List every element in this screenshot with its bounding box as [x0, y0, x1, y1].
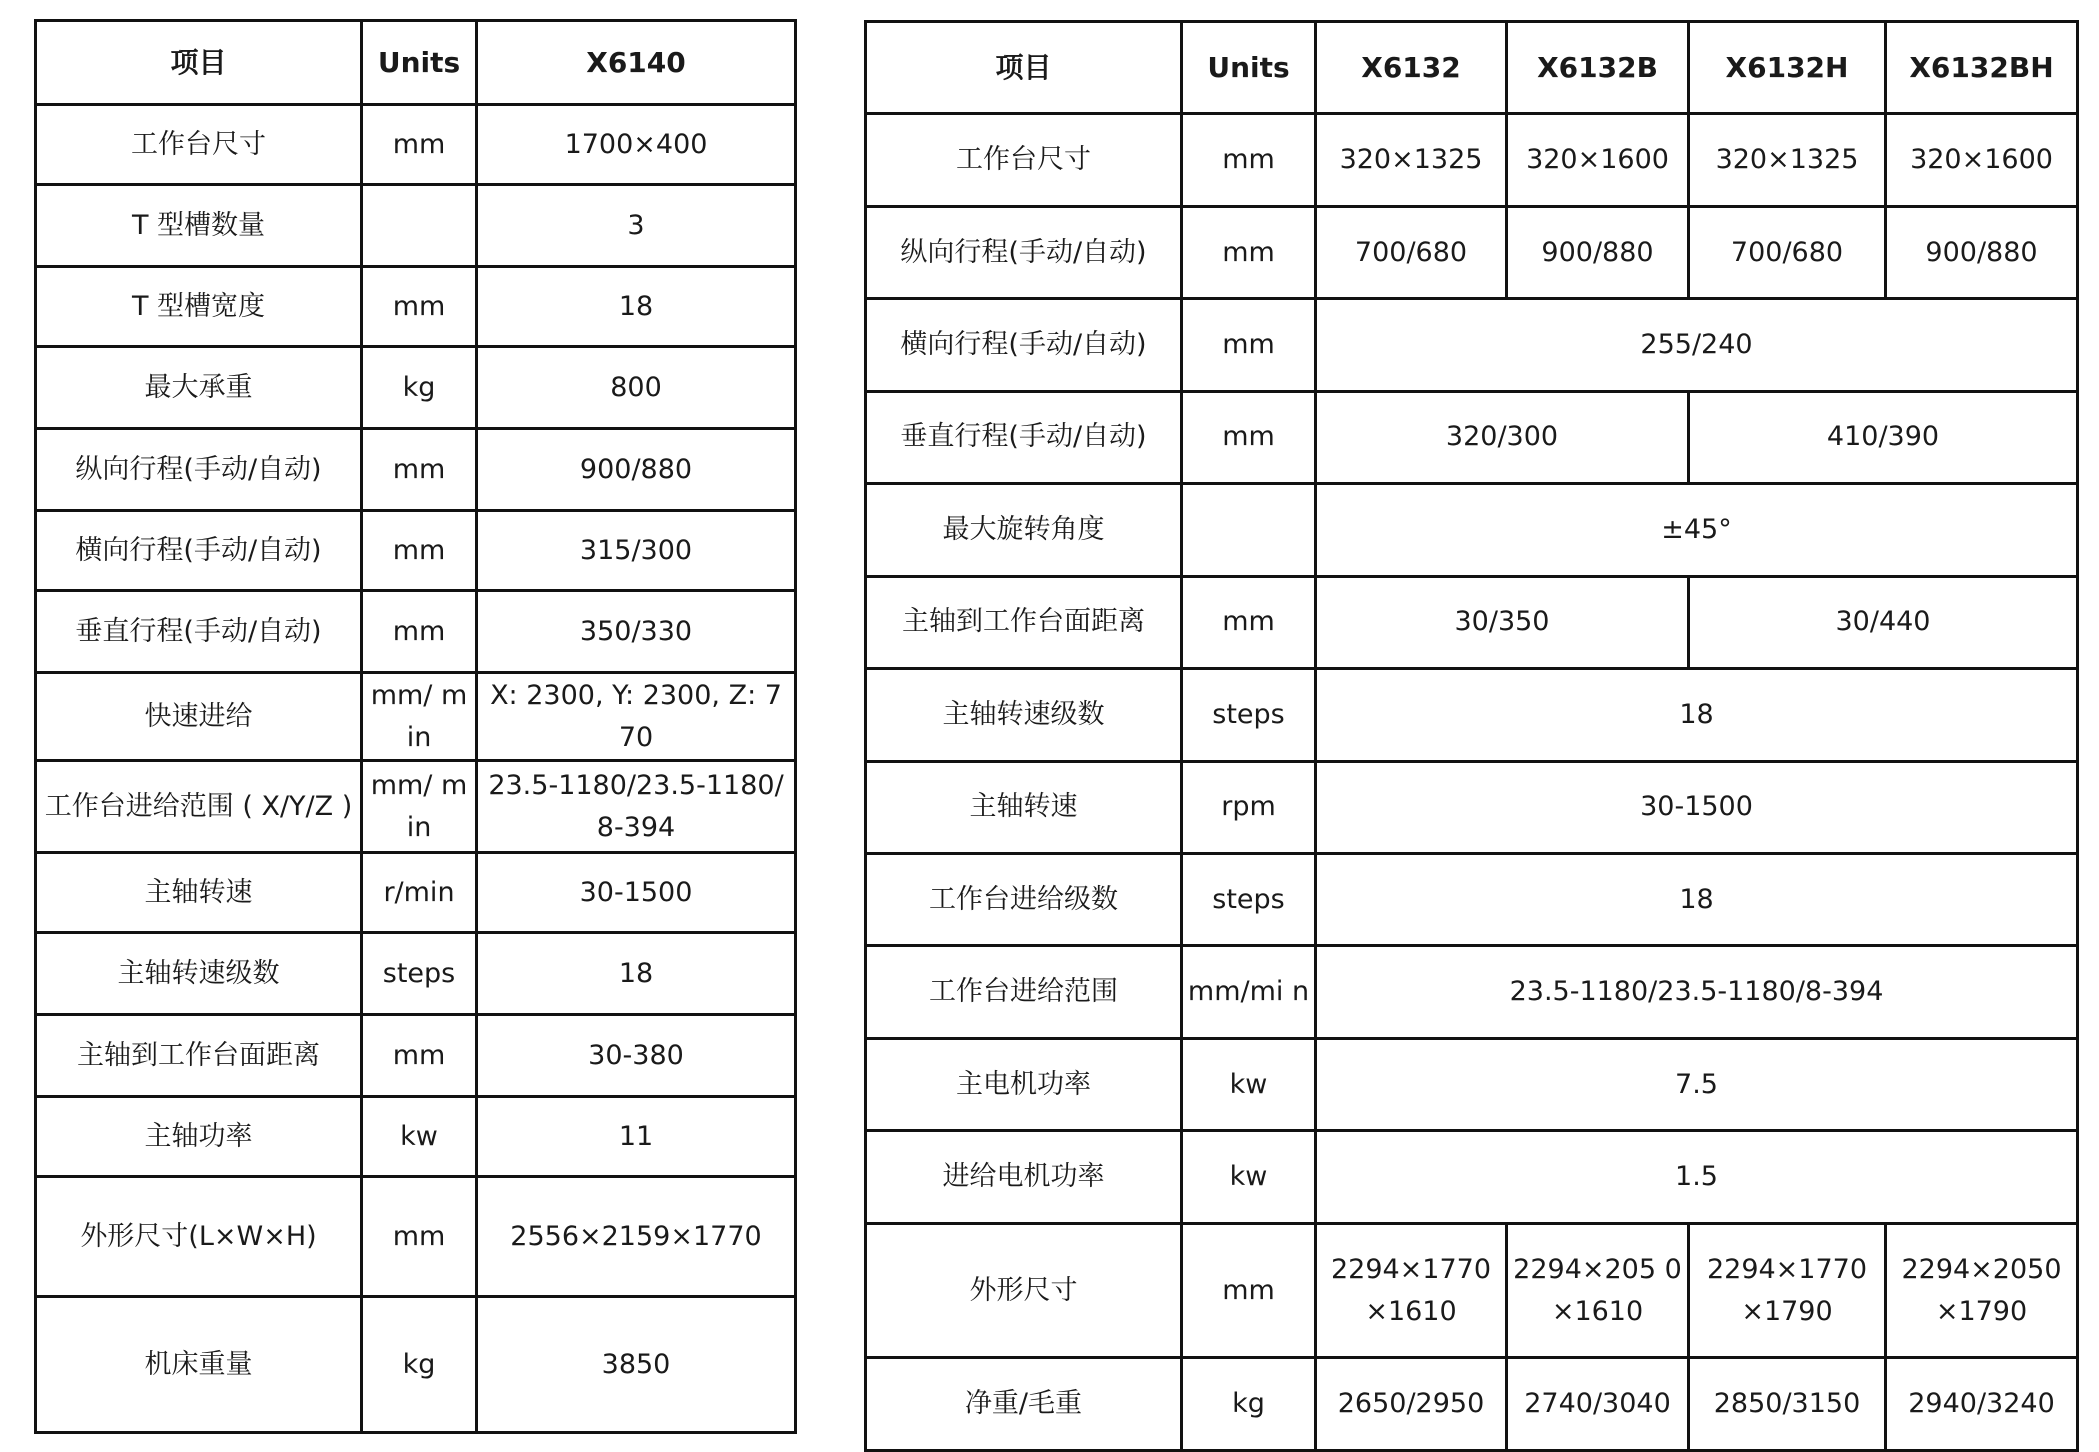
row-value: 320×1325 — [1689, 114, 1886, 206]
header-model-x6132bh: X6132BH — [1886, 22, 2078, 114]
row-value: 700/680 — [1689, 206, 1886, 298]
row-value: 2294×205 0 ×1610 — [1507, 1223, 1689, 1358]
table-row — [36, 267, 796, 347]
row-value: 2294×1770 ×1610 — [1316, 1223, 1507, 1358]
row-value: 7.5 — [1316, 1038, 2078, 1130]
row-unit: mm — [362, 267, 477, 347]
row-value: X: 2300, Y: 2300, Z: 770 — [477, 673, 796, 761]
table-row — [36, 1097, 796, 1177]
row-unit: mm — [362, 591, 477, 673]
spec-table-x6132-series — [864, 20, 2079, 1452]
row-value: 2740/3040 — [1507, 1358, 1689, 1451]
row-unit: mm/ min — [362, 761, 477, 853]
row-unit: kw — [362, 1097, 477, 1177]
row-label: 纵向行程(手动/自动) — [36, 429, 362, 511]
row-value: 11 — [477, 1097, 796, 1177]
row-value: 30-1500 — [1316, 761, 2078, 853]
row-unit: mm — [1182, 576, 1316, 668]
row-unit — [1182, 484, 1316, 576]
row-label: 主轴到工作台面距离 — [866, 576, 1182, 668]
table-row — [36, 933, 796, 1015]
header-units: Units — [1182, 22, 1316, 114]
row-unit: mm — [362, 511, 477, 591]
row-value: 2850/3150 — [1689, 1358, 1886, 1451]
row-unit: mm — [362, 105, 477, 185]
row-unit: mm — [1182, 299, 1316, 391]
row-value: 320×1600 — [1507, 114, 1689, 206]
row-label: 垂直行程(手动/自动) — [36, 591, 362, 673]
table-row — [866, 206, 2078, 298]
table-row — [866, 391, 2078, 483]
row-unit: kw — [1182, 1038, 1316, 1130]
row-unit: mm — [1182, 391, 1316, 483]
table-row — [866, 576, 2078, 668]
row-label: 主轴转速级数 — [866, 669, 1182, 761]
row-unit: mm/ min — [362, 673, 477, 761]
row-label: T 型槽数量 — [36, 185, 362, 267]
row-value: 1.5 — [1316, 1131, 2078, 1223]
row-value: 30/440 — [1689, 576, 2078, 668]
row-label: 工作台进给范围 — [866, 946, 1182, 1038]
row-label: 主轴到工作台面距离 — [36, 1015, 362, 1097]
row-unit: mm — [1182, 206, 1316, 298]
row-label: 主轴转速 — [866, 761, 1182, 853]
row-label: 主电机功率 — [866, 1038, 1182, 1130]
header-model-x6132h: X6132H — [1689, 22, 1886, 114]
table-row — [36, 1297, 796, 1433]
row-label: 横向行程(手动/自动) — [36, 511, 362, 591]
row-label: 最大旋转角度 — [866, 484, 1182, 576]
table-row — [866, 1358, 2078, 1451]
table-row — [866, 946, 2078, 1038]
table-row — [36, 673, 796, 761]
row-value: 900/880 — [1886, 206, 2078, 298]
row-value: 3 — [477, 185, 796, 267]
row-value: 320×1325 — [1316, 114, 1507, 206]
header-item: 项目 — [866, 22, 1182, 114]
row-value: 2294×2050 ×1790 — [1886, 1223, 2078, 1358]
row-value: 30-1500 — [477, 853, 796, 933]
row-label: 快速进给 — [36, 673, 362, 761]
row-value: 23.5-1180/23.5-1180/ 8-394 — [477, 761, 796, 853]
row-unit: mm/mi n — [1182, 946, 1316, 1038]
row-label: 主轴转速级数 — [36, 933, 362, 1015]
table-row — [36, 1177, 796, 1297]
table-row — [36, 853, 796, 933]
table-row — [866, 853, 2078, 945]
table-row — [866, 669, 2078, 761]
row-value: ±45° — [1316, 484, 2078, 576]
table-row — [866, 1038, 2078, 1130]
row-unit: rpm — [1182, 761, 1316, 853]
row-label: T 型槽宽度 — [36, 267, 362, 347]
row-value: 1700×400 — [477, 105, 796, 185]
table-row — [36, 429, 796, 511]
row-value: 18 — [477, 267, 796, 347]
row-label: 机床重量 — [36, 1297, 362, 1433]
table-row — [866, 299, 2078, 391]
row-unit: mm — [1182, 1223, 1316, 1358]
table-row — [36, 185, 796, 267]
table-header-row — [866, 22, 2078, 114]
row-value: 23.5-1180/23.5-1180/8-394 — [1316, 946, 2078, 1038]
header-model: X6140 — [477, 21, 796, 105]
row-label: 横向行程(手动/自动) — [866, 299, 1182, 391]
header-item: 项目 — [36, 21, 362, 105]
row-value: 30/350 — [1316, 576, 1689, 668]
table-row — [36, 347, 796, 429]
row-unit: kg — [1182, 1358, 1316, 1451]
row-value: 350/330 — [477, 591, 796, 673]
row-unit — [362, 185, 477, 267]
header-units: Units — [362, 21, 477, 105]
row-label: 工作台进给范围 ( X/Y/Z ) — [36, 761, 362, 853]
table-row — [36, 105, 796, 185]
row-value: 18 — [1316, 669, 2078, 761]
row-unit: steps — [362, 933, 477, 1015]
row-value: 900/880 — [1507, 206, 1689, 298]
row-label: 垂直行程(手动/自动) — [866, 391, 1182, 483]
row-value: 255/240 — [1316, 299, 2078, 391]
row-unit: kg — [362, 1297, 477, 1433]
spec-table-x6140 — [34, 19, 797, 1434]
table-row — [866, 484, 2078, 576]
header-model-x6132b: X6132B — [1507, 22, 1689, 114]
header-model-x6132: X6132 — [1316, 22, 1507, 114]
table-row — [866, 1223, 2078, 1358]
row-label: 纵向行程(手动/自动) — [866, 206, 1182, 298]
row-label: 外形尺寸(L×W×H) — [36, 1177, 362, 1297]
row-unit: mm — [362, 1015, 477, 1097]
row-value: 410/390 — [1689, 391, 2078, 483]
row-label: 主轴转速 — [36, 853, 362, 933]
row-value: 800 — [477, 347, 796, 429]
row-value: 2940/3240 — [1886, 1358, 2078, 1451]
table-row — [36, 761, 796, 853]
row-unit: r/min — [362, 853, 477, 933]
row-label: 外形尺寸 — [866, 1223, 1182, 1358]
row-label: 进给电机功率 — [866, 1131, 1182, 1223]
row-unit: mm — [362, 1177, 477, 1297]
table-row — [36, 591, 796, 673]
row-value: 2650/2950 — [1316, 1358, 1507, 1451]
row-label: 净重/毛重 — [866, 1358, 1182, 1451]
table-row — [866, 114, 2078, 206]
table-row — [866, 761, 2078, 853]
table-row — [866, 1131, 2078, 1223]
row-value: 2556×2159×1770 — [477, 1177, 796, 1297]
row-label: 主轴功率 — [36, 1097, 362, 1177]
row-unit: kg — [362, 347, 477, 429]
row-value: 315/300 — [477, 511, 796, 591]
row-label: 最大承重 — [36, 347, 362, 429]
table-row — [36, 1015, 796, 1097]
row-value: 320/300 — [1316, 391, 1689, 483]
row-unit: steps — [1182, 669, 1316, 761]
row-value: 3850 — [477, 1297, 796, 1433]
row-value: 700/680 — [1316, 206, 1507, 298]
row-value: 900/880 — [477, 429, 796, 511]
row-label: 工作台进给级数 — [866, 853, 1182, 945]
row-value: 2294×1770 ×1790 — [1689, 1223, 1886, 1358]
row-value: 18 — [477, 933, 796, 1015]
row-label: 工作台尺寸 — [36, 105, 362, 185]
table-header-row — [36, 21, 796, 105]
row-unit: mm — [1182, 114, 1316, 206]
row-unit: kw — [1182, 1131, 1316, 1223]
row-label: 工作台尺寸 — [866, 114, 1182, 206]
row-value: 18 — [1316, 853, 2078, 945]
row-value: 30-380 — [477, 1015, 796, 1097]
row-unit: mm — [362, 429, 477, 511]
row-unit: steps — [1182, 853, 1316, 945]
table-row — [36, 511, 796, 591]
row-value: 320×1600 — [1886, 114, 2078, 206]
